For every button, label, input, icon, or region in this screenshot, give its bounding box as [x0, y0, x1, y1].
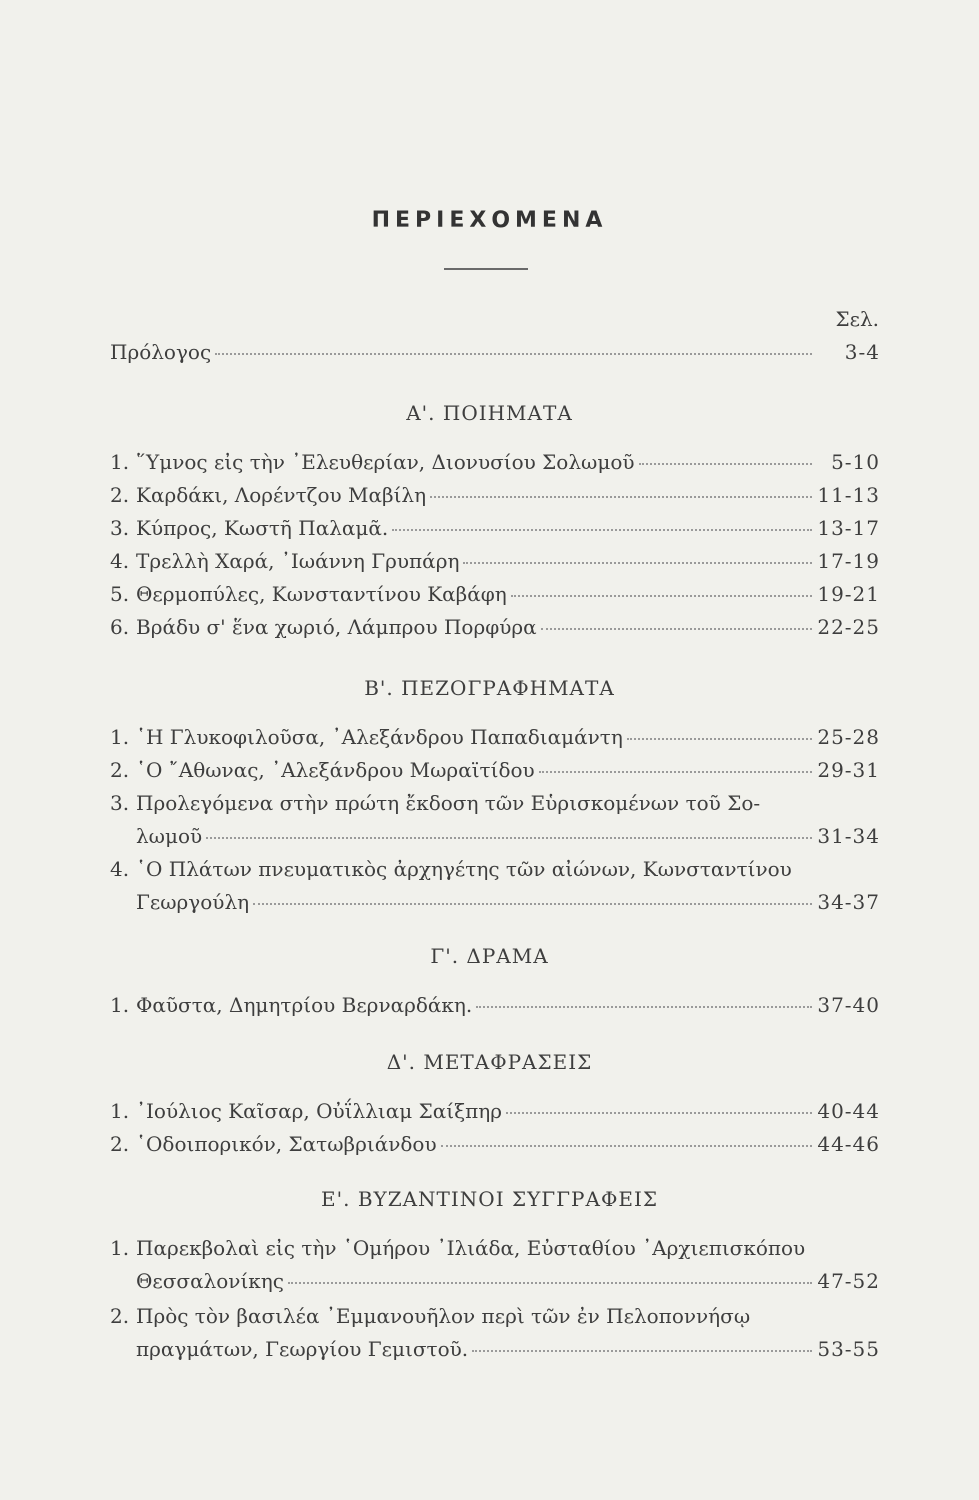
entry-pages: 40-44	[817, 1099, 880, 1123]
entry-pages: 17-19	[817, 549, 880, 573]
entry-number: 5.	[110, 582, 130, 606]
leader-dots	[441, 1145, 812, 1147]
toc-entry	[110, 582, 880, 614]
leader-dots	[463, 562, 812, 564]
toc-entry-first-line	[110, 1304, 880, 1336]
entry-text: ῾Οδοιπορικόν, Σατωβριάνδου	[136, 1132, 437, 1156]
toc-entry	[110, 1269, 880, 1301]
entry-number: 1.	[110, 725, 130, 749]
entry-text: πραγμάτων, Γεωργίου Γεμιστοῦ.	[136, 1337, 469, 1361]
toc-entry	[110, 549, 880, 581]
entry-pages: 37-40	[817, 993, 880, 1017]
page-title: ΠΕΡΙΕΧΟΜΕΝΑ	[371, 208, 608, 233]
entry-number: 2.	[110, 758, 130, 782]
leader-dots	[639, 463, 812, 465]
section-heading: Γ'. ΔΡΑΜΑ	[430, 944, 549, 968]
entry-pages: 25-28	[817, 725, 880, 749]
toc-entry	[110, 993, 880, 1025]
entry-text: Γεωργούλη	[136, 890, 250, 914]
entry-pages: 53-55	[817, 1337, 880, 1361]
entry-text: Θεσσαλονίκης	[136, 1269, 284, 1293]
leader-dots	[472, 1350, 812, 1352]
leader-dots	[539, 771, 812, 773]
entry-text: Κύπρος, Κωστῆ Παλαμᾶ.	[136, 516, 389, 540]
entry-text: Καρδάκι, Λορέντζου Μαβίλη	[136, 483, 427, 507]
entry-text: Προλεγόμενα στὴν πρώτη ἔκδοση τῶν Εὑρισκομένων τοῦ Σο-	[136, 791, 761, 815]
entry-number: 4.	[110, 549, 130, 573]
entry-number: 2.	[110, 1304, 130, 1328]
toc-entry	[110, 483, 880, 515]
leader-dots	[541, 628, 812, 630]
entry-text: Θερμοπύλες, Κωνσταντίνου Καβάφη	[136, 582, 507, 606]
entry-pages: 13-17	[817, 516, 880, 540]
leader-dots	[206, 837, 812, 839]
toc-entry	[110, 516, 880, 548]
entry-text: λωμοῦ	[136, 824, 203, 848]
toc-entry-first-line	[110, 857, 880, 889]
toc-entry	[110, 450, 880, 482]
entry-number: 2.	[110, 483, 130, 507]
section-heading: Ε'. ΒΥΖΑΝΤΙΝΟΙ ΣΥΓΓΡΑΦΕΙΣ	[321, 1187, 658, 1211]
entry-text: Πρόλογος	[110, 340, 212, 364]
entry-number: 4.	[110, 857, 130, 881]
page-column-label: Σελ.	[835, 307, 879, 331]
entry-text: Παρεκβολαὶ εἰς τὴν ῾Ομήρου ᾿Ιλιάδα, Εὐσταθίου ᾿Αρχιεπισκόπου	[136, 1236, 806, 1260]
entry-pages: 31-34	[817, 824, 880, 848]
entry-pages: 5-10	[831, 450, 880, 474]
toc-entry	[110, 1099, 880, 1131]
leader-dots	[476, 1006, 812, 1008]
leader-dots	[392, 529, 812, 531]
leader-dots	[215, 353, 812, 355]
entry-number: 3.	[110, 791, 130, 815]
section-heading: Δ'. ΜΕΤΑΦΡΑΣΕΙΣ	[386, 1050, 593, 1074]
entry-number: 3.	[110, 516, 130, 540]
entry-text: ᾿Ιούλιος Καῖσαρ, Οὐΐλλιαμ Σαίξπηρ	[136, 1099, 502, 1123]
title-divider	[444, 268, 528, 270]
entry-text: ῾Ο Πλάτων πνευματικὸς ἀρχηγέτης τῶν αἰώνων, Κωνσταντίνου	[136, 857, 792, 881]
entry-text: Τρελλὴ Χαρά, ᾿Ιωάννη Γρυπάρη	[136, 549, 460, 573]
entry-text: ῾Η Γλυκοφιλοῦσα, ᾿Αλεξάνδρου Παπαδιαμάντη	[136, 725, 623, 749]
entry-text: ῞Υμνος εἰς τὴν ᾿Ελευθερίαν, Διονυσίου Σολωμοῦ	[136, 450, 635, 474]
entry-pages: 22-25	[817, 615, 880, 639]
entry-pages: 47-52	[817, 1269, 880, 1293]
toc-entry-first-line	[110, 791, 880, 823]
entry-number: 1.	[110, 1099, 130, 1123]
entry-text: Βράδυ σ' ἕνα χωριό, Λάμπρου Πορφύρα	[136, 615, 537, 639]
entry-text: Πρὸς τὸν βασιλέα ᾿Εμμανουῆλον περὶ τῶν ἐν Πελοποννήσῳ	[136, 1304, 751, 1328]
toc-entry	[110, 615, 880, 647]
section-heading: Α'. ΠΟΙΗΜΑΤΑ	[406, 401, 573, 425]
entry-number: 1.	[110, 450, 130, 474]
toc-entry	[110, 1337, 880, 1369]
prologue-entry	[110, 340, 880, 372]
entry-pages: 3-4	[844, 340, 880, 364]
toc-entry	[110, 824, 880, 856]
entry-pages: 19-21	[817, 582, 880, 606]
leader-dots	[506, 1112, 812, 1114]
entry-pages: 44-46	[817, 1132, 880, 1156]
entry-number: 6.	[110, 615, 130, 639]
entry-text: Φαῦστα, Δημητρίου Βερναρδάκη.	[136, 993, 473, 1017]
toc-entry	[110, 725, 880, 757]
leader-dots	[430, 496, 812, 498]
toc-entry-first-line	[110, 1236, 880, 1268]
entry-pages: 29-31	[817, 758, 880, 782]
toc-entry	[110, 890, 880, 922]
entry-text: ῾Ο ῎Αθωνας, ᾿Αλεξάνδρου Μωραϊτίδου	[136, 758, 535, 782]
leader-dots	[288, 1282, 812, 1284]
entry-number: 1.	[110, 993, 130, 1017]
leader-dots	[253, 903, 812, 905]
section-heading: Β'. ΠΕΖΟΓΡΑΦΗΜΑΤΑ	[364, 676, 615, 700]
toc-entry	[110, 1132, 880, 1164]
entry-pages: 11-13	[817, 483, 880, 507]
entry-number: 1.	[110, 1236, 130, 1260]
leader-dots	[627, 738, 812, 740]
entry-pages: 34-37	[817, 890, 880, 914]
entry-number: 2.	[110, 1132, 130, 1156]
leader-dots	[511, 595, 812, 597]
toc-entry	[110, 758, 880, 790]
